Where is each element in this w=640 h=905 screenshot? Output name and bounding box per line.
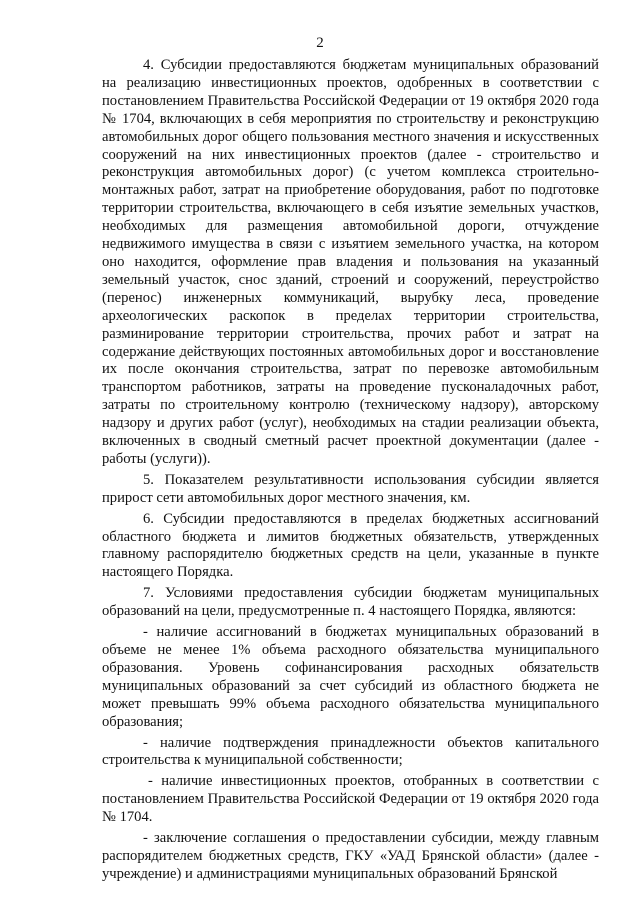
condition-item-projects: - наличие инвестиционных проектов, отобранных в соответствии с постановлением Правительства Российской Федерации от 19 октября 2020 года № 1704. — [102, 773, 599, 826]
condition-item-ownership: - наличие подтверждения принадлежности объектов капитального строительства к муниципальной собственности; — [102, 734, 599, 769]
document-body — [102, 57, 599, 887]
paragraph-5: 5. Показателем результативности использования субсидии является прирост сети автомобильных дорог местного значения, км. — [102, 471, 599, 506]
page-number: 2 — [316, 35, 324, 51]
condition-item-agreement: - заключение соглашения о предоставлении субсидии, между главным распорядителем бюджетных средств, ГКУ «УАД Брянской области» (далее - учреждение) и администрациями муниципальных образований Брянской — [102, 830, 599, 882]
paragraph-7: 7. Условиями предоставления субсидии бюджетам муниципальных образований на цели, предусмотренные п. 4 настоящего Порядка, являются: — [102, 585, 599, 620]
paragraph-6: 6. Субсидии предоставляются в пределах бюджетных ассигнований областного бюджета и лимитов бюджетных обязательств, утвержденных главному распорядителю бюджетных средств на цели, указанные в пункте настоящего Порядка. — [102, 510, 599, 581]
paragraph-4: 4. Субсидии предоставляются бюджетам муниципальных образований на реализацию инвестиционных проектов, одобренных в соответствии с постановлением Правительства Российской Федерации от 19 октября 2020 года № 1704, включающих в себя мероприятия по строительству и реконструкцию автомобильных дорог общего пользования местного значения и искусственных сооружений на них инвестиционных проектов (далее - строительство и реконструкция автомобильных дорог) (с учетом комплекса строительно-монтажных работ, затрат на приобретение оборудования, работ по подготовке территории строительства, включающего в себя изъятие земельных участков, необходимых для размещения автомобильной дороги, отчуждение недвижимого имущества в связи с изъятием земельного участка, на котором оно находится, оформление прав владения и пользования на указанный земельный участок, снос зданий, строений и сооружений, переустройство (перенос) инженерных коммуникаций, вырубку леса, проведение археологических раскопок в пределах территории строительства, разминирование территории строительства, прочих работ и затрат на содержание действующих постоянных автомобильных дорог и восстановление их после окончания строительства, затрат по перевозке автомобильным транспортом работников, затраты на проведение пусконаладочных работ, затраты по строительному контролю (техническому надзору), авторскому надзору и других работ (услуг), необходимых на стадии реализации объекта, включенных в сводный сметный расчет проектной документации (далее - работы (услуги)). — [102, 57, 599, 467]
condition-item-assignments: - наличие ассигнований в бюджетах муниципальных образований в объеме не менее 1% объема расходного обязательства муниципального образования. Уровень софинансирования расходных обязательств муниципальных образований за счет субсидий из областного бюджета не может превышать 99% объема расходного обязательства муниципального образования; — [102, 624, 599, 730]
